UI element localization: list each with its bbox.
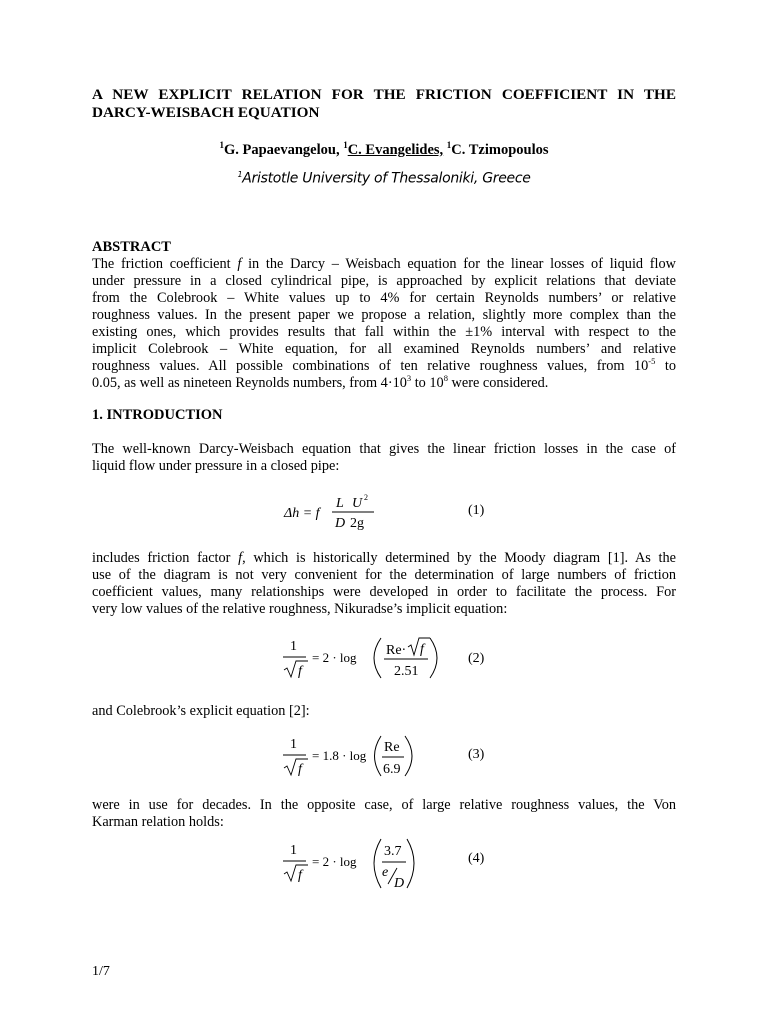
intro-line: Karman relation holds: — [92, 814, 224, 830]
equation-4-number: (4) — [468, 851, 485, 866]
abstract-text: to 10 — [411, 375, 444, 391]
equation-3 — [280, 730, 420, 782]
eq4-sqrt-sign — [284, 865, 308, 881]
eq4-right-paren — [407, 839, 414, 888]
equation-1-number: (1) — [468, 503, 485, 518]
eq2-inner-f: f — [420, 642, 424, 657]
abstract-text: · — [387, 375, 393, 391]
equation-2-number: (2) — [468, 651, 485, 666]
author-superscript: 1 — [219, 140, 224, 150]
eq2-f: f — [298, 664, 302, 679]
eq1-U: U — [352, 496, 363, 511]
abstract-line: under pressure in a closed cylindrical pipe, is approached by explicit relations that deviate — [92, 273, 676, 289]
intro-text: includes friction factor — [92, 550, 239, 566]
equation-2 — [280, 632, 440, 684]
eq2-numerator-one: 1 — [290, 639, 297, 654]
introduction-heading: 1. INTRODUCTION — [92, 407, 223, 423]
intro-line: use of the diagram is not very convenient for the determination of large numbers of friction — [92, 567, 676, 583]
equation-4 — [280, 834, 420, 892]
eq4-left-paren — [374, 839, 381, 888]
abstract-text: to — [655, 358, 676, 374]
eq3-rhs: = 1.8 · log — [312, 748, 367, 763]
abstract-line: existing ones, which provides results that fall within the ±1% interval with respect to the — [92, 324, 676, 340]
page-number: 1/7 — [92, 964, 110, 979]
abstract-text: in the Darcy – Weisbach equation for the linear losses of liquid flow — [241, 256, 676, 272]
eq1-lhs: Δh = f — [284, 506, 320, 521]
author-superscript: 1 — [446, 140, 452, 150]
abstract-text: were considered. — [447, 375, 549, 391]
author-tzimopoulos: C. Tzimopoulos — [451, 141, 549, 158]
eq4-f: f — [298, 868, 302, 883]
eq3-f: f — [298, 762, 302, 777]
eq4-e: e — [382, 865, 389, 880]
abstract-line: roughness values. In the present paper we propose a relation, slightly more complex than the — [92, 307, 676, 323]
author-list — [0, 140, 768, 159]
eq2-denominator: 2.51 — [394, 664, 419, 679]
abstract-line: from the Colebrook – White values up to 4% for certain Reynolds numbers’ or relative — [92, 290, 676, 306]
paper-title: A NEW EXPLICIT RELATION FOR THE FRICTION COEFFICIENT IN THE DARCY-WEISBACH EQUATION — [92, 86, 676, 121]
author-papaevangelou: G. Papaevangelou, — [223, 141, 344, 158]
abstract-superscript: -5 — [648, 356, 656, 367]
affiliation-text: Aristotle University of Thessaloniki, Greece — [242, 170, 531, 187]
intro-line: were in use for decades. In the opposite case, of large relative roughness values, the Von — [92, 797, 676, 813]
equation-3-number: (3) — [468, 747, 485, 762]
eq3-denominator: 6.9 — [383, 762, 401, 777]
eq4-rhs: = 2 · log — [312, 854, 357, 869]
eq2-left-paren — [374, 638, 381, 678]
abstract-heading: ABSTRACT — [92, 239, 171, 255]
eq2-sqrt-sign — [284, 661, 308, 677]
eq1-exponent: 2 — [364, 493, 368, 502]
abstract-text: roughness values. All possible combinations of ten relative roughness values, from 10 — [92, 358, 649, 374]
intro-text: f — [238, 550, 243, 566]
intro-paragraph-2 — [92, 550, 676, 618]
eq3-right-paren — [405, 736, 412, 776]
eq2-rhs: = 2 · log — [312, 650, 357, 665]
intro-line: very low values of the relative roughness, Nikuradse’s implicit equation: — [92, 601, 508, 617]
abstract-line: implicit Colebrook – White equation, for all examined Reynolds numbers’ and relative — [92, 341, 676, 357]
eq3-numerator-one: 1 — [290, 737, 297, 752]
abstract-paragraph — [92, 256, 676, 392]
eq1-D: D — [335, 516, 346, 531]
intro-paragraph-4 — [92, 797, 676, 831]
author-evangelides: C. Evangelides, — [347, 141, 444, 158]
affiliation — [0, 170, 768, 187]
eq1-2g: 2g — [350, 516, 364, 531]
abstract-text: f — [237, 256, 242, 272]
eq3-numerator: Re — [384, 740, 400, 755]
abstract-superscript: 8 — [443, 373, 448, 384]
intro-line: liquid flow under pressure in a closed pipe: — [92, 458, 340, 474]
equation-1 — [280, 490, 390, 532]
abstract-text: The friction coefficient — [92, 256, 238, 272]
eq2-Re: Re· — [386, 643, 407, 658]
intro-paragraph-1 — [92, 441, 676, 475]
affiliation-superscript: 1 — [237, 170, 243, 179]
abstract-text: 10 — [392, 375, 407, 391]
author-superscript: 1 — [343, 140, 348, 150]
intro-line: The well-known Darcy-Weisbach equation that gives the linear friction losses in the case of — [92, 441, 676, 457]
eq4-D: D — [394, 876, 405, 891]
eq3-sqrt-sign — [284, 759, 308, 775]
eq4-numerator-one: 1 — [290, 843, 297, 858]
abstract-text: 0.05, as well as nineteen Reynolds numbers, from 4 — [92, 375, 388, 391]
eq4-numerator: 3.7 — [384, 844, 402, 859]
intro-paragraph-3: and Colebrook’s explicit equation [2]: — [92, 703, 310, 719]
eq2-right-paren — [430, 638, 437, 678]
eq3-left-paren — [375, 736, 382, 776]
abstract-superscript: 3 — [406, 373, 412, 384]
intro-line: coefficient values, many relationships were developed in order to facilitate the process. For — [92, 584, 676, 600]
intro-text: , which is historically determined by the Moody diagram [1]. As the — [242, 550, 676, 566]
eq2-inner-sqrt-sign — [408, 638, 430, 655]
eq1-L: L — [336, 496, 344, 511]
